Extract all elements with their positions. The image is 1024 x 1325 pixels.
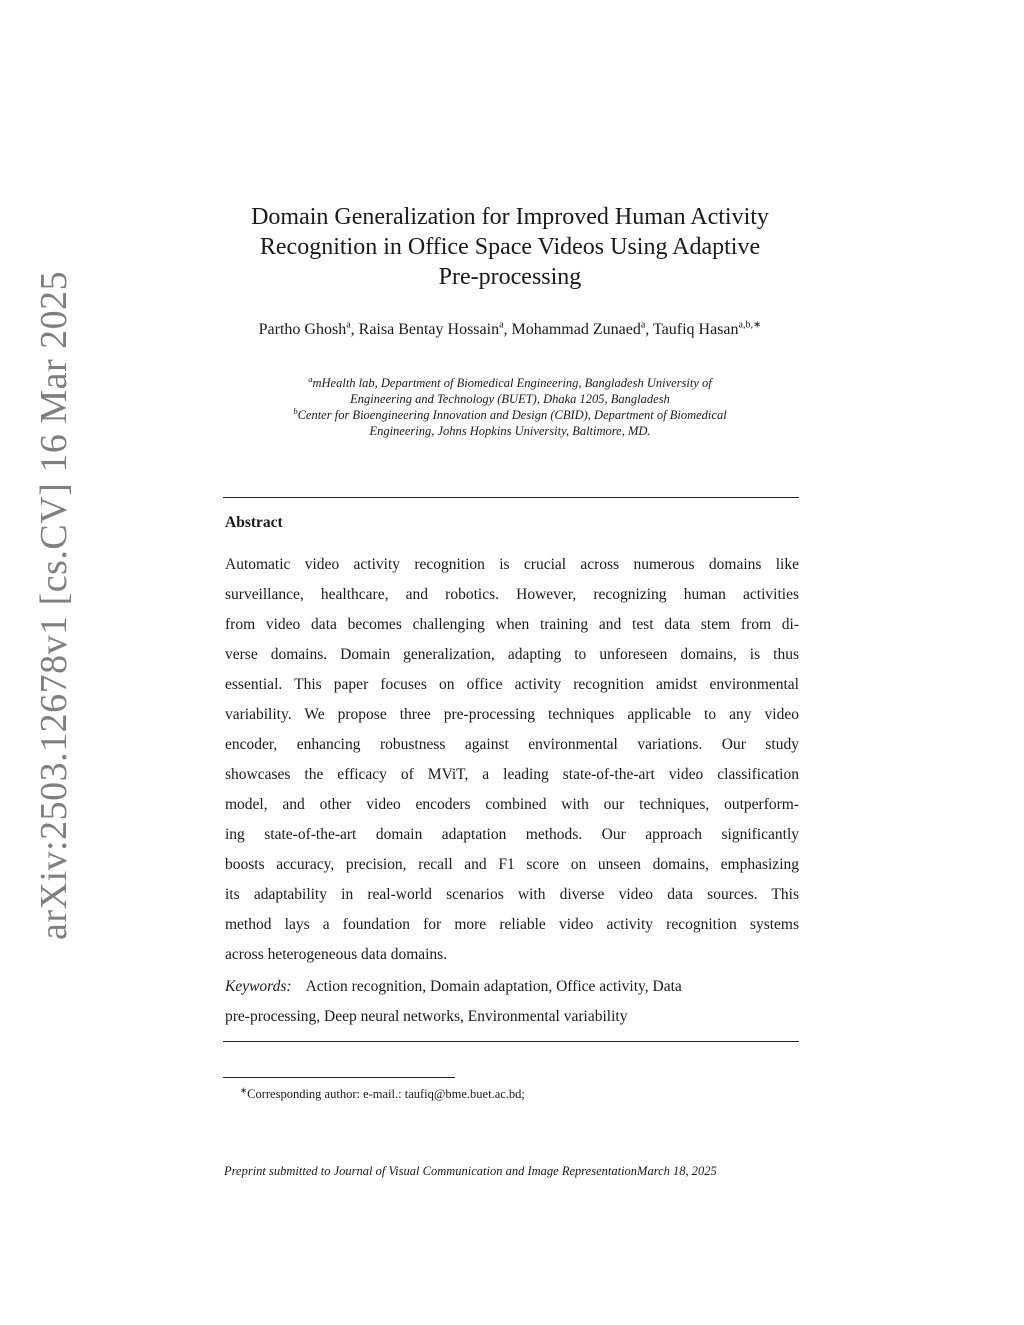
- keywords-block: [225, 972, 799, 1032]
- footnote-mark: ∗: [240, 1085, 248, 1095]
- affiliation-block: [200, 375, 820, 439]
- keywords-label: Keywords:: [225, 978, 292, 995]
- author-name: Partho Ghosh: [258, 321, 347, 338]
- affiliation-line: $^a$mHealth lab, Department of Biomedical Engineering, Bangladesh University of: [308, 373, 712, 390]
- corresponding-author-footnote: [240, 1082, 525, 1102]
- abstract-bottom-rule: [223, 1041, 799, 1042]
- abstract-text: [225, 550, 799, 970]
- abstract-line: showcases the efficacy of MViT, a leading state-of-the-art video classification: [225, 766, 799, 783]
- author-affiliation-mark: a: [640, 319, 646, 331]
- keywords-text: Action recognition, Domain adaptation, Office activity, Data: [305, 978, 682, 995]
- keywords-text: pre-processing, Deep neural networks, Environmental variability: [225, 1008, 628, 1025]
- author-affiliation-mark: a: [346, 319, 351, 331]
- title-line: Pre-processing: [438, 264, 582, 290]
- abstract-line: encoder, enhancing robustness against environmental variations. Our study: [225, 736, 799, 753]
- affiliation-line: $^b$Center for Bioengineering Innovation and Design (CBID), Department of Biomedical: [293, 405, 727, 422]
- abstract-heading: Abstract: [225, 514, 283, 531]
- author-name: Raisa Bentay Hossain: [358, 321, 500, 338]
- author-list: Partho Ghosh$^a$, Raisa Bentay Hossain$^a$, Mohammad Zunaed$^a$, Taufiq Hasan$^{a,b,∗}$: [258, 319, 762, 338]
- affiliation-line: Engineering and Technology (BUET), Dhaka 1205, Bangladesh: [350, 392, 670, 406]
- abstract-line: variability. We propose three pre-processing techniques applicable to any video: [225, 706, 799, 723]
- arxiv-identifier-stamp: arXiv:2503.12678v1 [cs.CV] 16 Mar 2025: [33, 270, 75, 940]
- abstract-line: Automatic video activity recognition is crucial across numerous domains like: [225, 556, 799, 573]
- author-affiliation-mark: a: [499, 319, 504, 331]
- affiliation-line: Engineering, Johns Hopkins University, Baltimore, MD.: [369, 424, 651, 438]
- footnote-text: Corresponding author: e-mail.: taufiq@bme.buet.ac.bd;: [247, 1087, 525, 1102]
- paper-title: [210, 202, 810, 292]
- abstract-line: surveillance, healthcare, and robotics. However, recognizing human activities: [225, 586, 799, 603]
- author-name: Mohammad Zunaed: [511, 321, 641, 338]
- abstract-line: its adaptability in real-world scenarios with diverse video data sources. This: [225, 886, 799, 903]
- abstract-line: method lays a foundation for more reliable video activity recognition systems: [225, 916, 799, 933]
- footnote-rule: [223, 1077, 455, 1078]
- abstract-line: model, and other video encoders combined with our techniques, outperform-: [225, 796, 799, 813]
- abstract-line: across heterogeneous data domains.: [225, 946, 448, 963]
- abstract-line: ing state-of-the-art domain adaptation methods. Our approach significantly: [225, 826, 799, 843]
- abstract-top-rule: [223, 497, 799, 498]
- abstract-line: boosts accuracy, precision, recall and F1 score on unseen domains, emphasizing: [225, 856, 799, 873]
- title-line: Recognition in Office Space Videos Using Adaptive: [259, 234, 761, 260]
- abstract-line: from video data becomes challenging when training and test data stem from di-: [225, 616, 799, 633]
- author-name: Taufiq Hasan: [653, 321, 739, 338]
- author-affiliation-mark: a,b,∗: [738, 319, 762, 331]
- affiliation-mark: a: [308, 373, 313, 384]
- title-line: Domain Generalization for Improved Human Activity: [251, 204, 769, 230]
- abstract-line: essential. This paper focuses on office activity recognition amidst environmental: [225, 676, 799, 693]
- abstract-line: verse domains. Domain generalization, adapting to unforeseen domains, is thus: [225, 646, 799, 663]
- preprint-submission-note: Preprint submitted to Journal of Visual Communication and Image RepresentationMarch 18, 2025: [224, 1164, 717, 1178]
- affiliation-mark: b: [293, 405, 298, 416]
